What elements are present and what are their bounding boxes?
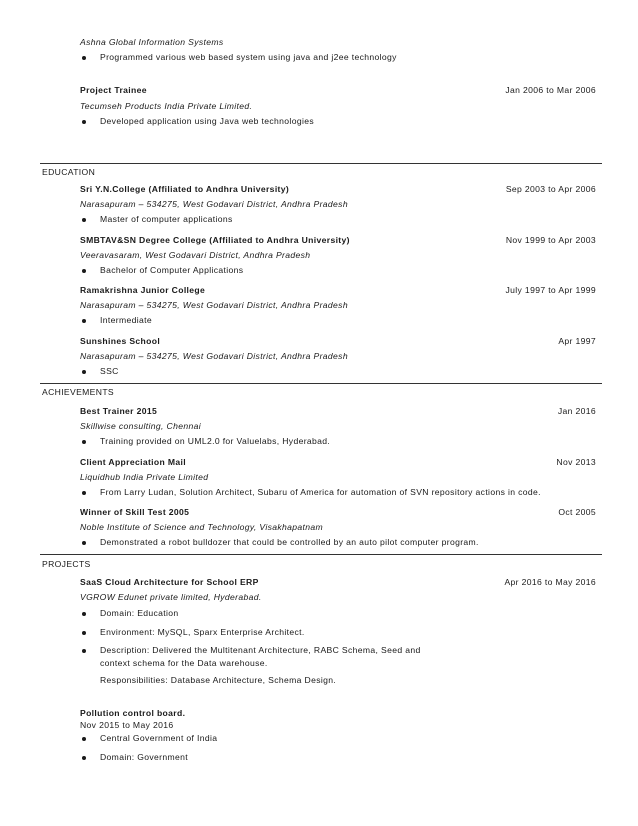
bullet-text: Demonstrated a robot bulldozer that could be controlled by an auto pilot computer program. (100, 537, 479, 547)
bullet-text: SSC (100, 366, 119, 376)
achievement-org: Noble Institute of Science and Technology, Visakhapatnam (80, 522, 324, 532)
bullet-text: Central Government of India (100, 733, 218, 743)
achievement-dates: Nov 2013 (556, 457, 596, 467)
education-dates: Sep 2003 to Apr 2006 (505, 184, 596, 194)
education-dates: July 1997 to Apr 1999 (505, 285, 596, 295)
project-org: VGROW Edunet private limited, Hyderabad. (80, 592, 262, 602)
bullet-icon (82, 612, 86, 616)
bullet-icon (82, 491, 86, 495)
bullet-text: Master of computer applications (100, 214, 233, 224)
bullet-text: Programmed various web based system using java and j2ee technology (100, 52, 397, 62)
bullet-text: Domain: Education (100, 608, 179, 618)
education-place: Narasapuram – 534275, West Godavari District, Andhra Pradesh (80, 199, 348, 209)
section-divider (40, 163, 602, 164)
section-heading-education: EDUCATION (42, 167, 96, 177)
bullet-text: Intermediate (100, 315, 152, 325)
bullet-icon (82, 218, 86, 222)
bullet-text: Bachelor of Computer Applications (100, 265, 244, 275)
education-place: Narasapuram – 534275, West Godavari District, Andhra Pradesh (80, 351, 348, 361)
section-heading-achievements: ACHIEVEMENTS (42, 387, 115, 397)
project-dates: Nov 2015 to May 2016 (80, 720, 174, 730)
section-divider (40, 383, 602, 384)
education-title: Ramakrishna Junior College (80, 285, 206, 295)
company-name: Tecumseh Products India Private Limited. (80, 101, 253, 111)
responsibilities-text: Responsibilities: Database Architecture, Schema Design. (100, 675, 337, 685)
bullet-icon (82, 649, 86, 653)
bullet-icon (82, 56, 86, 60)
company-name: Ashna Global Information Systems (80, 37, 224, 47)
education-place: Narasapuram – 534275, West Godavari District, Andhra Pradesh (80, 300, 348, 310)
bullet-text: Domain: Government (100, 752, 188, 762)
achievement-org: Skillwise consulting, Chennai (80, 421, 201, 431)
job-title: Project Trainee (80, 85, 147, 95)
bullet-icon (82, 756, 86, 760)
bullet-icon (82, 319, 86, 323)
bullet-text: Environment: MySQL, Sparx Enterprise Architect. (100, 627, 305, 637)
bullet-icon (82, 370, 86, 374)
education-title: Sri Y.N.College (Affiliated to Andhra University) (80, 184, 290, 194)
bullet-icon (82, 120, 86, 124)
achievement-title: Client Appreciation Mail (80, 457, 186, 467)
achievement-title: Best Trainer 2015 (80, 406, 158, 416)
bullet-text: Training provided on UML2.0 for Valuelabs, Hyderabad. (100, 436, 331, 446)
achievement-org: Liquidhub India Private Limited (80, 472, 209, 482)
bullet-icon (82, 541, 86, 545)
project-dates: Apr 2016 to May 2016 (504, 577, 596, 587)
job-dates: Jan 2006 to Mar 2006 (505, 85, 596, 95)
education-title: SMBTAV&SN Degree College (Affiliated to Andhra University) (80, 235, 350, 245)
bullet-text-continued: context schema for the Data warehouse. (100, 658, 268, 668)
achievement-dates: Oct 2005 (558, 507, 596, 517)
bullet-icon (82, 440, 86, 444)
bullet-icon (82, 631, 86, 635)
bullet-text: Description: Delivered the Multitenant Architecture, RABC Schema, Seed and (100, 645, 421, 655)
project-title: SaaS Cloud Architecture for School ERP (80, 577, 259, 587)
achievement-title: Winner of Skill Test 2005 (80, 507, 190, 517)
education-place: Veeravasaram, West Godavari District, Andhra Pradesh (80, 250, 311, 260)
achievement-dates: Jan 2016 (557, 406, 596, 416)
bullet-icon (82, 737, 86, 741)
section-divider (40, 554, 602, 555)
education-title: Sunshines School (80, 336, 161, 346)
bullet-text: From Larry Ludan, Solution Architect, Subaru of America for automation of SVN repository actions in code. (100, 487, 541, 497)
project-title: Pollution control board. (80, 708, 186, 718)
section-heading-projects: PROJECTS (42, 559, 91, 569)
education-dates: Apr 1997 (558, 336, 596, 346)
education-dates: Nov 1999 to Apr 2003 (505, 235, 596, 245)
bullet-icon (82, 269, 86, 273)
bullet-text: Developed application using Java web technologies (100, 116, 314, 126)
